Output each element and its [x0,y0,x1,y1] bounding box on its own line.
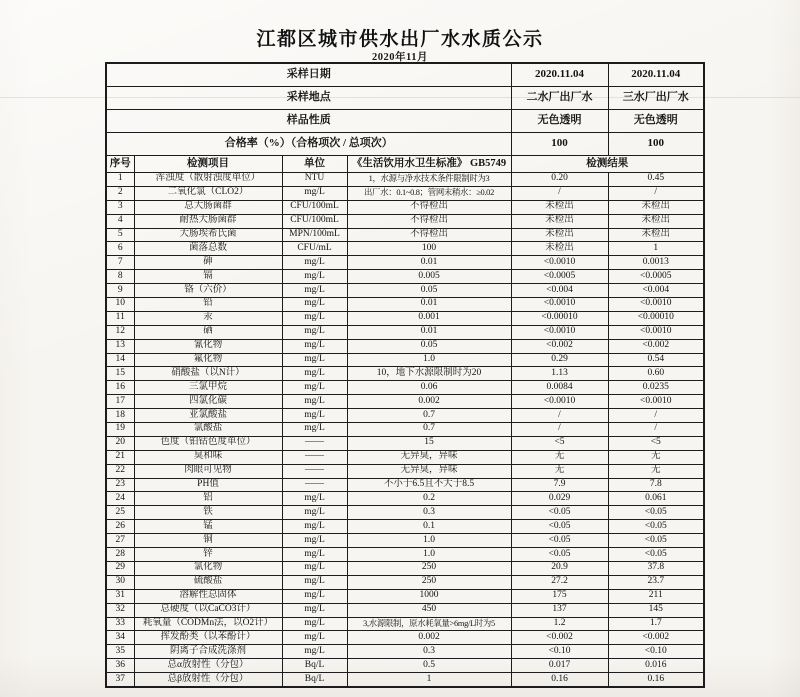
table-row [106,214,704,228]
table-row [106,492,704,506]
unit-cell: Bq/L [282,659,347,673]
item-name-cell: 汞 [134,311,282,325]
row-index-cell: 22 [106,464,134,478]
unit-cell: mg/L [282,381,347,395]
result-plant2-cell: 0.0084 [511,381,608,395]
unit-cell: —— [282,436,347,450]
item-name-cell: 砷 [134,256,282,270]
result-plant3-cell: <0.05 [608,506,704,520]
row-index-cell: 7 [106,256,134,270]
item-name-cell: 总硬度（以CaCO3计） [134,603,282,617]
item-name-cell: 铅 [134,298,282,312]
table-row [106,173,704,187]
unit-cell: mg/L [282,409,347,423]
item-name-cell: 铜 [134,534,282,548]
result-plant2-cell: 未检出 [511,200,608,214]
column-header-row [106,156,704,173]
table-row [106,270,704,284]
column-header-unit: 单位 [282,156,347,173]
result-plant2-cell: 无 [511,464,608,478]
standard-limit-cell: 15 [347,436,511,450]
unit-cell: mg/L [282,339,347,353]
row-index-cell: 9 [106,284,134,298]
table-row [106,506,704,520]
info-label-cell: 样品性质 [106,110,511,133]
row-index-cell: 23 [106,478,134,492]
standard-limit-cell: 0.002 [347,395,511,409]
info-row-sampling-date [106,63,704,87]
row-index-cell: 1 [106,173,134,187]
item-name-cell: 镉 [134,270,282,284]
row-index-cell: 33 [106,617,134,631]
result-plant2-cell: <0.10 [511,645,608,659]
result-plant3-cell: <0.10 [608,645,704,659]
result-plant2-cell: <0.05 [511,506,608,520]
row-index-cell: 24 [106,492,134,506]
table-row [106,589,704,603]
result-plant3-cell: <0.002 [608,631,704,645]
standard-limit-cell: 0.7 [347,423,511,437]
result-plant3-cell: 0.16 [608,673,704,687]
page-title: 江都区城市供水出厂水水质公示 [256,29,544,50]
result-plant2-cell: 137 [511,603,608,617]
table-row [106,631,704,645]
row-index-cell: 5 [106,228,134,242]
info-label-cell: 采样地点 [106,87,511,110]
result-plant3-cell: 0.60 [608,367,704,381]
unit-cell: mg/L [282,284,347,298]
result-plant3-cell: 1 [608,242,704,256]
info-row-pass-rate [106,133,704,156]
table-row [106,367,704,381]
unit-cell: mg/L [282,561,347,575]
table-row [106,436,704,450]
standard-limit-cell: 不得检出 [347,228,511,242]
result-plant3-cell: 7.8 [608,478,704,492]
result-plant2-cell: 1.2 [511,617,608,631]
column-header-standard: 《生活饮用水卫生标准》 GB5749 [347,156,511,173]
item-name-cell: 阴离子合成洗涤剂 [134,645,282,659]
result-plant3-cell: / [608,186,704,200]
result-plant2-cell: 未检出 [511,242,608,256]
table-row [106,409,704,423]
row-index-cell: 10 [106,298,134,312]
item-name-cell: 氟化物 [134,353,282,367]
result-plant3-cell: 1.7 [608,617,704,631]
item-name-cell: 总大肠菌群 [134,200,282,214]
row-index-cell: 25 [106,506,134,520]
standard-limit-cell: 0.3 [347,506,511,520]
table-row [106,186,704,200]
item-name-cell: 总β放射性（分包） [134,673,282,687]
result-plant3-cell: 0.54 [608,353,704,367]
table-row [106,520,704,534]
result-plant2-cell: <0.004 [511,284,608,298]
table-row [106,561,704,575]
row-index-cell: 6 [106,242,134,256]
item-name-cell: 锰 [134,520,282,534]
row-index-cell: 17 [106,395,134,409]
info-plant2-cell: 二水厂出厂水 [511,87,608,110]
standard-limit-cell: 不小于6.5且不大于8.5 [347,478,511,492]
result-plant3-cell: <0.0010 [608,298,704,312]
result-plant3-cell: <0.0010 [608,325,704,339]
table-row [106,228,704,242]
result-plant3-cell: <0.002 [608,339,704,353]
column-header-index: 序号 [106,156,134,173]
table-row [106,325,704,339]
info-label-cell: 采样日期 [106,63,511,87]
result-plant3-cell: 0.0235 [608,381,704,395]
table-row [106,575,704,589]
result-plant3-cell: 23.7 [608,575,704,589]
table-row [106,339,704,353]
unit-cell: mg/L [282,353,347,367]
row-index-cell: 29 [106,561,134,575]
result-plant2-cell: 0.017 [511,659,608,673]
result-plant3-cell: 211 [608,589,704,603]
column-header-result: 检测结果 [511,156,704,173]
unit-cell: mg/L [282,534,347,548]
info-plant2-cell: 100 [511,133,608,156]
table-row [106,673,704,687]
info-row-sample-property [106,110,704,133]
table-row [106,284,704,298]
table-row [106,381,704,395]
row-index-cell: 34 [106,631,134,645]
standard-limit-cell: 0.06 [347,381,511,395]
row-index-cell: 8 [106,270,134,284]
item-name-cell: 挥发酚类（以苯酚计） [134,631,282,645]
table-row [106,617,704,631]
info-plant3-cell: 无色透明 [608,110,704,133]
result-plant3-cell: 145 [608,603,704,617]
result-plant3-cell: <0.05 [608,548,704,562]
result-plant2-cell: <0.0010 [511,395,608,409]
result-plant3-cell: 无 [608,450,704,464]
unit-cell: mg/L [282,645,347,659]
result-plant2-cell: 175 [511,589,608,603]
result-plant2-cell: <0.0010 [511,325,608,339]
standard-limit-cell: 10，地下水源限制时为20 [347,367,511,381]
result-plant3-cell: <0.05 [608,534,704,548]
result-plant2-cell: <0.05 [511,520,608,534]
info-plant3-cell: 三水厂出厂水 [608,87,704,110]
item-name-cell: 铁 [134,506,282,520]
result-plant2-cell: 20.9 [511,561,608,575]
table-row [106,256,704,270]
row-index-cell: 37 [106,673,134,687]
standard-limit-cell: 100 [347,242,511,256]
standard-limit-cell: 无异臭，异味 [347,464,511,478]
result-plant2-cell: <0.0010 [511,298,608,312]
unit-cell: NTU [282,173,347,187]
item-name-cell: 二氧化氯（CLO2） [134,186,282,200]
standard-limit-cell: 250 [347,561,511,575]
row-index-cell: 19 [106,423,134,437]
item-name-cell: 菌落总数 [134,242,282,256]
table-row [106,464,704,478]
unit-cell: mg/L [282,395,347,409]
result-plant2-cell: <0.002 [511,631,608,645]
result-plant2-cell: 无 [511,450,608,464]
water-quality-table [105,62,705,688]
result-plant3-cell: 未检出 [608,214,704,228]
result-plant2-cell: <5 [511,436,608,450]
table-body [106,63,704,687]
standard-limit-cell: 0.01 [347,256,511,270]
item-name-cell: 硝酸盐（以N计） [134,367,282,381]
standard-limit-cell: 无异臭，异味 [347,450,511,464]
item-name-cell: 锌 [134,548,282,562]
item-name-cell: 硒 [134,325,282,339]
unit-cell: CFU/100mL [282,214,347,228]
unit-cell: mg/L [282,506,347,520]
result-plant2-cell: 0.029 [511,492,608,506]
item-name-cell: 耐热大肠菌群 [134,214,282,228]
standard-limit-cell: 不得检出 [347,214,511,228]
result-plant2-cell: 0.20 [511,173,608,187]
row-index-cell: 4 [106,214,134,228]
unit-cell: mg/L [282,423,347,437]
result-plant2-cell: 未检出 [511,228,608,242]
result-plant2-cell: <0.0005 [511,270,608,284]
item-name-cell: 三氯甲烷 [134,381,282,395]
item-name-cell: 硫酸盐 [134,575,282,589]
item-name-cell: 铝 [134,492,282,506]
result-plant3-cell: 0.016 [608,659,704,673]
item-name-cell: 耗氧量（CODMn法，以O2计） [134,617,282,631]
table-row [106,298,704,312]
result-plant2-cell: <0.0010 [511,256,608,270]
unit-cell: mg/L [282,186,347,200]
standard-limit-cell: 0.7 [347,409,511,423]
row-index-cell: 15 [106,367,134,381]
row-index-cell: 3 [106,200,134,214]
item-name-cell: PH值 [134,478,282,492]
unit-cell: mg/L [282,298,347,312]
table-row [106,395,704,409]
result-plant2-cell: <0.002 [511,339,608,353]
row-index-cell: 26 [106,520,134,534]
item-name-cell: 臭和味 [134,450,282,464]
row-index-cell: 31 [106,589,134,603]
result-plant2-cell: 27.2 [511,575,608,589]
result-plant2-cell: <0.05 [511,548,608,562]
result-plant3-cell: <0.004 [608,284,704,298]
row-index-cell: 27 [106,534,134,548]
standard-limit-cell: 1.0 [347,353,511,367]
table-row [106,534,704,548]
result-plant3-cell: <0.00010 [608,311,704,325]
result-plant3-cell: 0.45 [608,173,704,187]
result-plant2-cell: <0.05 [511,534,608,548]
result-plant2-cell: 1.13 [511,367,608,381]
row-index-cell: 14 [106,353,134,367]
result-plant3-cell: 0.0013 [608,256,704,270]
result-plant2-cell: / [511,186,608,200]
result-plant2-cell: 7.9 [511,478,608,492]
standard-limit-cell: 3,水源限制，原水耗氧量>6mg/L时为5 [347,617,511,631]
row-index-cell: 2 [106,186,134,200]
unit-cell: mg/L [282,548,347,562]
row-index-cell: 21 [106,450,134,464]
row-index-cell: 28 [106,548,134,562]
item-name-cell: 氯酸盐 [134,423,282,437]
standard-limit-cell: 不得检出 [347,200,511,214]
row-index-cell: 12 [106,325,134,339]
unit-cell: Bq/L [282,673,347,687]
item-name-cell: 肉眼可见物 [134,464,282,478]
info-label-cell: 合格率（%）（合格项次 / 总项次） [106,133,511,156]
table-row [106,478,704,492]
column-header-item: 检测项目 [134,156,282,173]
table-row [106,423,704,437]
unit-cell: mg/L [282,311,347,325]
standard-limit-cell: 1.0 [347,548,511,562]
unit-cell: —— [282,478,347,492]
result-plant2-cell: 0.29 [511,353,608,367]
standard-limit-cell: 1 [347,673,511,687]
standard-limit-cell: 1000 [347,589,511,603]
result-plant3-cell: <5 [608,436,704,450]
item-name-cell: 氯化物 [134,561,282,575]
item-name-cell: 总α放射性（分包） [134,659,282,673]
standard-limit-cell: 0.001 [347,311,511,325]
unit-cell: mg/L [282,631,347,645]
info-row-sampling-location [106,87,704,110]
info-plant3-cell: 2020.11.04 [608,63,704,87]
row-index-cell: 18 [106,409,134,423]
row-index-cell: 35 [106,645,134,659]
item-name-cell: 浑浊度（散射浊度单位） [134,173,282,187]
unit-cell: mg/L [282,575,347,589]
result-plant2-cell: / [511,423,608,437]
item-name-cell: 大肠埃希氏菌 [134,228,282,242]
standard-limit-cell: 出厂水：0.1~0.8；管网末稍水：≥0.02 [347,186,511,200]
row-index-cell: 20 [106,436,134,450]
unit-cell: mg/L [282,325,347,339]
result-plant3-cell: <0.0010 [608,395,704,409]
unit-cell: mg/L [282,492,347,506]
row-index-cell: 11 [106,311,134,325]
row-index-cell: 30 [106,575,134,589]
standard-limit-cell: 0.3 [347,645,511,659]
row-index-cell: 16 [106,381,134,395]
result-plant3-cell: <0.05 [608,520,704,534]
result-plant3-cell: 未检出 [608,200,704,214]
table-row [106,200,704,214]
unit-cell: mg/L [282,589,347,603]
unit-cell: mg/L [282,256,347,270]
unit-cell: mg/L [282,270,347,284]
standard-limit-cell: 0.05 [347,284,511,298]
result-plant3-cell: 未检出 [608,228,704,242]
unit-cell: MPN/100mL [282,228,347,242]
result-plant2-cell: 0.16 [511,673,608,687]
standard-limit-cell: 0.05 [347,339,511,353]
result-plant3-cell: / [608,423,704,437]
standard-limit-cell: 450 [347,603,511,617]
info-plant3-cell: 100 [608,133,704,156]
standard-limit-cell: 0.5 [347,659,511,673]
result-plant3-cell: <0.0005 [608,270,704,284]
result-plant2-cell: <0.00010 [511,311,608,325]
unit-cell: —— [282,450,347,464]
standard-limit-cell: 1.0 [347,534,511,548]
standard-limit-cell: 1，水源与净水技术条件限制时为3 [347,173,511,187]
standard-limit-cell: 0.01 [347,298,511,312]
result-plant3-cell: / [608,409,704,423]
result-plant3-cell: 无 [608,464,704,478]
row-index-cell: 13 [106,339,134,353]
result-plant3-cell: 0.061 [608,492,704,506]
unit-cell: mg/L [282,617,347,631]
info-plant2-cell: 无色透明 [511,110,608,133]
item-name-cell: 溶解性总固体 [134,589,282,603]
table-row [106,548,704,562]
unit-cell: CFU/100mL [282,200,347,214]
item-name-cell: 色度（铂钴色度单位） [134,436,282,450]
item-name-cell: 氰化物 [134,339,282,353]
result-plant2-cell: 未检出 [511,214,608,228]
row-index-cell: 36 [106,659,134,673]
table-row [106,603,704,617]
row-index-cell: 32 [106,603,134,617]
item-name-cell: 亚氯酸盐 [134,409,282,423]
standard-limit-cell: 0.2 [347,492,511,506]
item-name-cell: 四氯化碳 [134,395,282,409]
unit-cell: mg/L [282,520,347,534]
standard-limit-cell: 250 [347,575,511,589]
table-row [106,242,704,256]
standard-limit-cell: 0.01 [347,325,511,339]
unit-cell: —— [282,464,347,478]
standard-limit-cell: 0.002 [347,631,511,645]
table-row [106,311,704,325]
table-row [106,645,704,659]
unit-cell: mg/L [282,603,347,617]
unit-cell: mg/L [282,367,347,381]
table-row [106,450,704,464]
info-plant2-cell: 2020.11.04 [511,63,608,87]
table-row [106,659,704,673]
standard-limit-cell: 0.1 [347,520,511,534]
unit-cell: CFU/mL [282,242,347,256]
report-month: 2020年11月 [372,52,428,63]
item-name-cell: 铬（六价） [134,284,282,298]
result-plant3-cell: 37.8 [608,561,704,575]
result-plant2-cell: / [511,409,608,423]
standard-limit-cell: 0.005 [347,270,511,284]
table-row [106,353,704,367]
